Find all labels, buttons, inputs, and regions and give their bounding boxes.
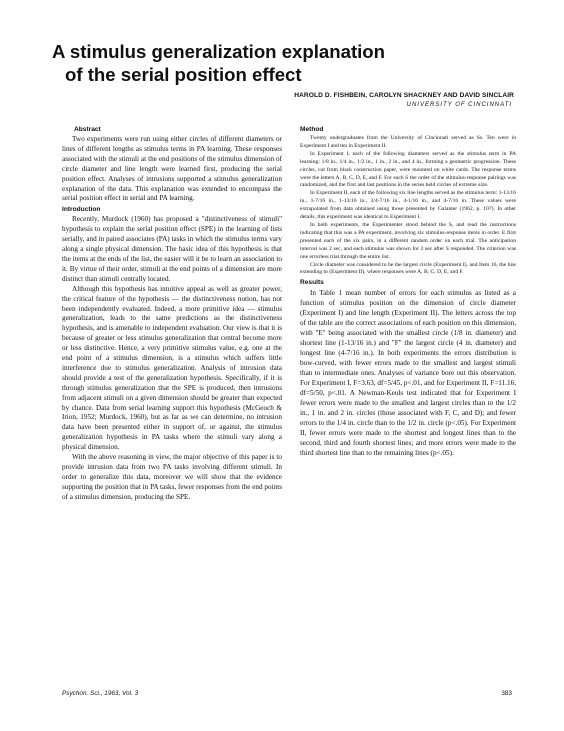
journal-footer: Psychon. Sci., 1963, Vol. 3 bbox=[62, 690, 139, 697]
intro-paragraph-1: Recently, Murdock (1960) has proposed a "distinctiveness of stimuli" hypothesis to explain the serial position effect (SPE) in the learning of lists serially, and in paired associates (PA) tasks in which the stimulus terms vary along a single physical dimension. The basic idea of this hypothesis is that the items at the ends of the list, the easier will it be to learn an association to it. By virtue of their order, stimuli at the end points of a dimension are more distinct than stimuli centrally located. bbox=[62, 215, 282, 283]
affiliation: UNIVERSITY OF CINCINNATI bbox=[406, 102, 512, 108]
page-number: 383 bbox=[501, 690, 512, 697]
article-title bbox=[52, 40, 522, 86]
method-heading: Method bbox=[300, 126, 324, 133]
results-paragraph-1: In Table 1 mean number of errors for each stimulus as listed as a function of stimulus position on the dimension of circle diameter (Experiment I) and line length (Experiment II). The letters across the top of the table are the correct associations of each position on this dimension, with "E" being associated with the smallest circle (1/8 in. diameter) and shortest line (1-13/16 in.) and "F" the largest circle (4 in. diameter) and longest line (4-7/16 in.). In both experiments the errors distribution is bow-curved, with fewer errors made to the smallest and largest stimuli than to intermediate ones. Analyses of variance bore out this observation. For Experiment I, F=3.63, df=5/45, p<.01, and for Experiment II, F=11.16, df=5/50, p<.01. A Newman-Keuls test indicated that for Experiment I fewer errors were made to the smallest and largest circles than to the 1/2 in., 1 in. and 2 in. circles (those associated with F, C, and D); and fewer errors to the 1/4 in. circle than to the 1/2 in. circle (p<.05). For Experiment II, fewer errors were made to the shortest and longest lines than to the second, third and fourth shortest lines; and more errors were made to the third shortest line than to the remaining lines (p<.05). bbox=[300, 289, 516, 458]
method-paragraph-5: Circle diameter was considered to be the largest circle (Experiment I), and Item 16, the line extending to (Experiment II), where responses were A, B, C, D, E, and F. bbox=[300, 261, 516, 276]
intro-paragraph-3: With the above reasoning in view, the major objective of this paper is to provide intrusion data from two PA tasks involving different stimuli. In order to generalize this data, moreover we will show that the evidence supporting the position that in PA tasks, fewer responses from the end points of a stimulus dimension, producing the SPE. bbox=[62, 453, 282, 501]
left-column bbox=[62, 124, 282, 503]
method-paragraph-4: In both experiments, the Experimenter stood behind the S, and read the instructions indicating that this was a PA experiment, involving six stimulus-response items in order. E first presented each of the six pairs, in a different random order on each trial. The anticipation interval was 2 sec, and each stimulus was shown for 2 sec after S responded. The criterion was one errorless trial through the entire list. bbox=[300, 221, 516, 260]
author-list: HAROLD D. FISHBEIN, CAROLYN SHACKNEY AND DAVID SINCLAIR bbox=[294, 92, 514, 99]
abstract-text: Two experiments were run using either circles of different diameters or lines of different lengths as stimulus terms in PA learning. These responses associated with the stimuli at the end positions of the stimulus dimension of circle diameter and line length were learned first, producing the serial position effect. Analyses of intrusions supported a stimulus generalization explanation of the data. This explanation was extended to encompass the serial position effect in serial and PA learning. bbox=[62, 135, 282, 203]
results-heading: Results bbox=[300, 279, 324, 287]
title-line-1: A stimulus generalization explanation bbox=[52, 41, 386, 62]
method-paragraph-3: In Experiment II, each of the following six line lengths served as the stimulus term: 1-13/16 in., 1-7/16 in., 1-13/16 in., 3/4-7/16 in., 4-1/16 in., and 4-7/16 in. These values were extrapolated from data obtained using those presented by Galanter (1962, p. 107). In other details, this experiment was identical to Experiment I. bbox=[300, 190, 516, 221]
intro-paragraph-2: Although this hypothesis has intuitive appeal as well as greater power, the critical feature of the hypothesis — the distinctiveness notion, has not been independently evaluated. Indeed, a more primitive idea — stimulus generalization, leads to the same predictions as the distinctiveness hypothesis, and is amenable to independent evaluation. Our view is that it is because of greater or less stimulus generalization that central become more or less distinctive. Hence, a very primitive stimulus value, e.g. one at the end point of a stimulus dimension, is a stimulus which suffers little interference due to stimulus generalization. Analysis of intrusion data should provide a test of the generalization hypothesis. Specifically, if it is through stimulus generalization that the SPE is produced, then intrusions from adjacent stimuli on a given dimension should be greater than expected by chance. Data from serial learning support this hypothesis (McGeoch & Irion, 1952; Murdock, 1960), but as far as we can determine, no intrusion data have been presented either in support of, or against, the stimulus generalization hypothesis in PA tasks where the stimuli vary along a physical dimension. bbox=[62, 284, 282, 452]
title-line-2: of the serial position effect bbox=[65, 64, 302, 85]
method-paragraph-2: In Experiment I, each of the following diameters served as the stimulus term in PA learning: 1/8 in., 1/4 in., 1/2 in., 1 in., 2 in., and 4 in., forming a geometric progression. These circles, cut from black construction paper, were mounted on white cards. The response terms were the letters A, B, C, D, E, and F. For each S the order of the stimulus-response pairings was randomized, and the first and last positions in the series held circles of extreme size. bbox=[300, 150, 516, 189]
introduction-heading: Introduction bbox=[62, 206, 101, 214]
right-column bbox=[300, 124, 516, 458]
abstract-heading: Abstract bbox=[74, 126, 101, 133]
method-paragraph-1: Twenty undergraduates from the University of Cincinnati served as Ss. Ten were in Experiment I and ten in Experiment II. bbox=[300, 135, 516, 149]
